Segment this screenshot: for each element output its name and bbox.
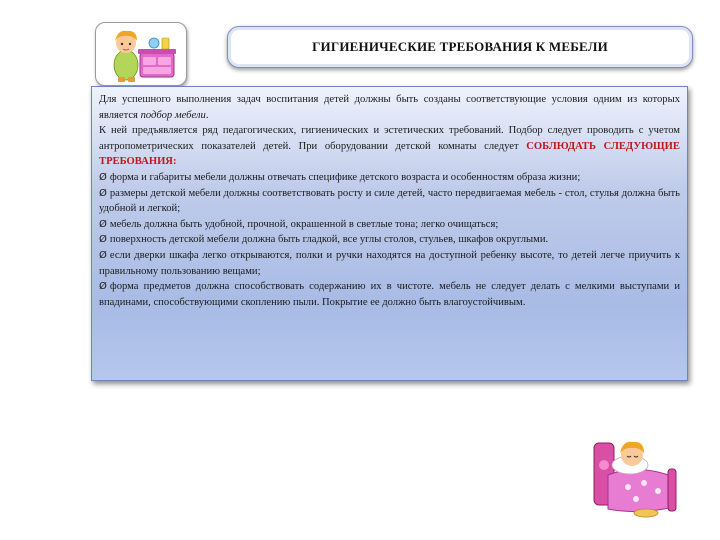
intro-end: . [205, 109, 209, 121]
intro-italic-term: подбор мебели [140, 109, 206, 121]
child-sleeping-in-bed-icon [588, 425, 680, 520]
intro-paragraph-1 [99, 92, 680, 123]
list-item [99, 279, 680, 310]
arrow-bullet-icon: Ø [99, 218, 107, 230]
list-item [99, 217, 680, 233]
arrow-bullet-icon: Ø [99, 187, 107, 199]
highlight-requirements: СОБЛЮДАТЬ СЛЕДУЮЩИЕ ТРЕБОВАНИЯ: [99, 140, 680, 168]
intro-paragraph-2 [99, 123, 680, 170]
list-item-text: размеры детской мебели должны соответствовать росту и силе детей, часто передвигаемая мебель - стол, стулья должна быть удобной и легкой; [99, 187, 680, 215]
arrow-bullet-icon: Ø [99, 234, 107, 246]
list-item [99, 170, 680, 186]
title-banner [227, 26, 693, 68]
child-with-toy-cupboard-icon [96, 23, 186, 85]
list-item-text: форма и габариты мебели должны отвечать специфике детского возраста и особенностям образа жизни; [109, 171, 581, 183]
list-item [99, 248, 680, 279]
list-item-text: форма предметов должна способствовать содержанию их в чистоте. мебель не следует делать с мелкими выступами и впадинами, способствующими скоплению пыли. Покрытие ее должно быть влагоустойчивым. [99, 281, 680, 308]
arrow-bullet-icon: Ø [99, 171, 107, 183]
list-item-text: поверхность детской мебели должна быть гладкой, все углы столов, стульев, шкафов округлыми. [109, 234, 549, 246]
intro-2-text: К ней предъявляется ряд педагогических, гигиенических и эстетических требований. Подбор следует проводить с учетом антропометрических показателей детей. При оборудовании детской комнаты следует [99, 125, 680, 152]
list-item [99, 186, 680, 217]
intro-text: Для успешного выполнения задач воспитания детей должны быть созданы соответствующие условия одним из которых является [99, 94, 680, 121]
header-logo [95, 22, 187, 86]
list-item [99, 232, 680, 248]
arrow-bullet-icon: Ø [99, 281, 107, 293]
page-title: ГИГИЕНИЧЕСКИЕ ТРЕБОВАНИЯ К МЕБЕЛИ [312, 39, 608, 54]
list-item-text: мебель должна быть удобной, прочной, окрашенной в светлые тона; легко очищаться; [109, 218, 499, 230]
decor-bed [588, 425, 680, 520]
arrow-bullet-icon: Ø [99, 249, 107, 261]
requirements-text-panel [91, 86, 688, 381]
list-item-text: если дверки шкафа легко открываются, полки и ручки находятся на доступной ребенку высоте, то детей легче приучить к правильному пользованию вещами; [99, 249, 680, 277]
